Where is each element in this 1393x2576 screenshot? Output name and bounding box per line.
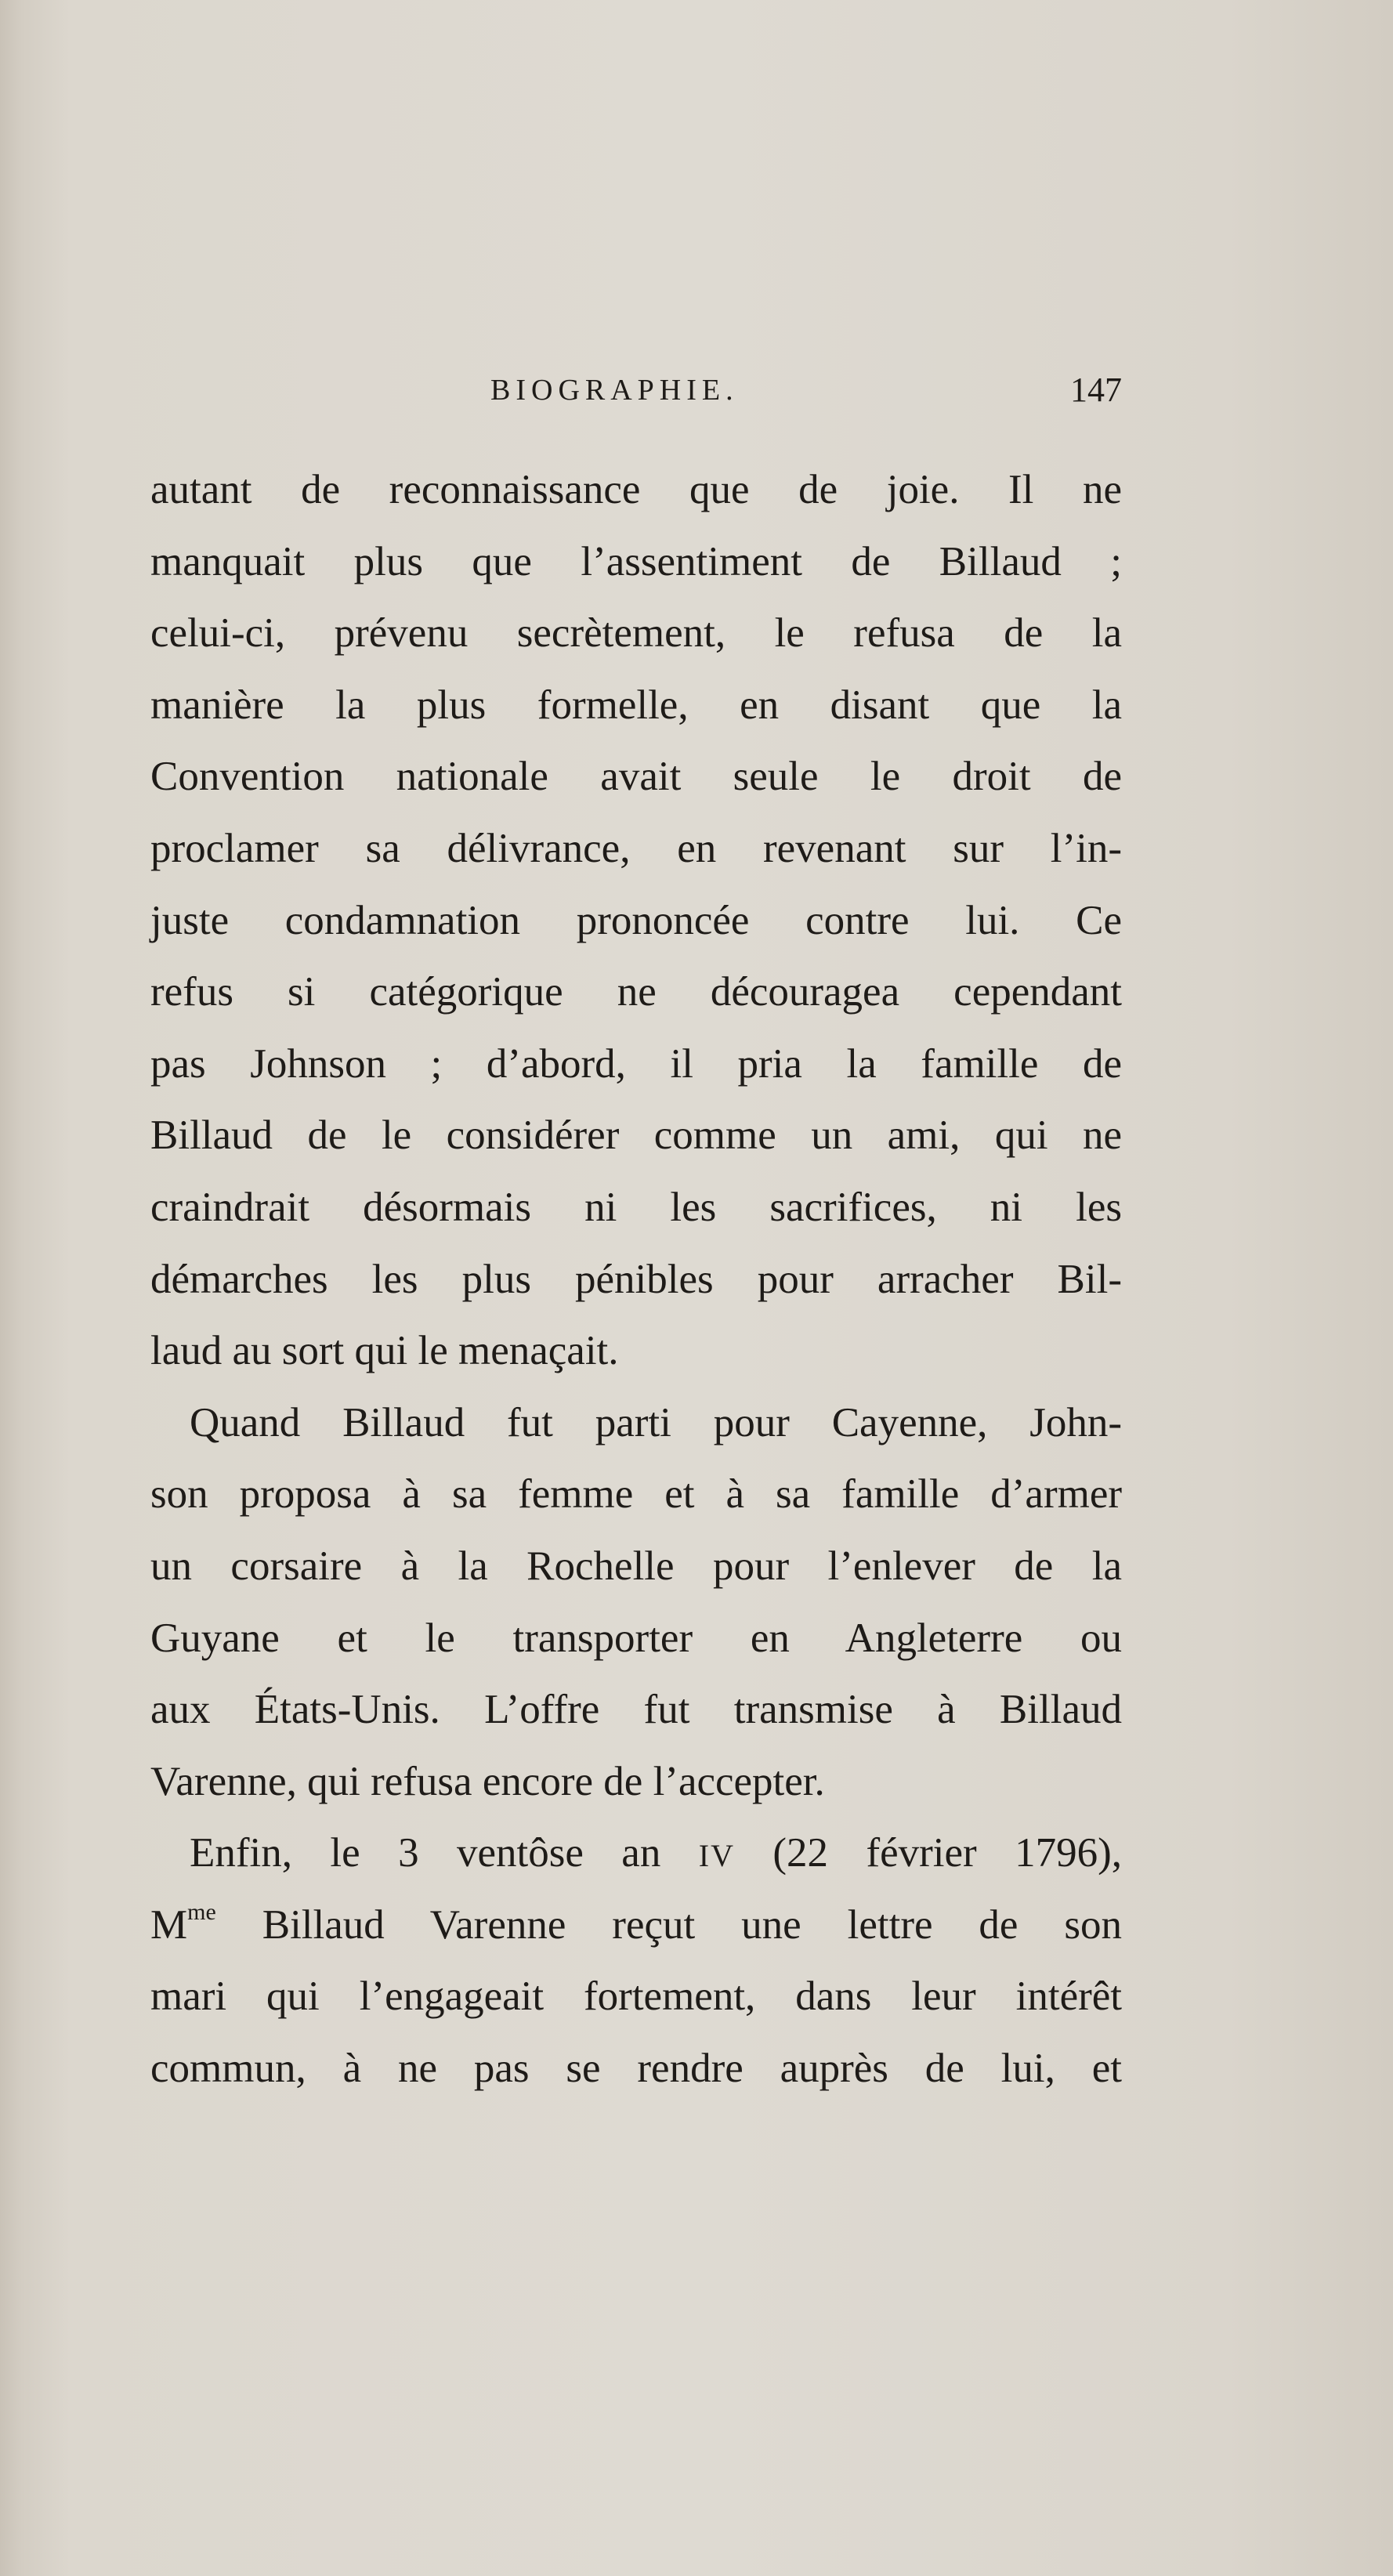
text-line: mari qui l’engageait fortement, dans leur intérêt <box>150 1974 1122 2020</box>
madame-abbreviation: M <box>150 1901 188 1948</box>
text-line: Guyane et le transporter en Angleterre ou <box>150 1615 1122 1661</box>
text-line: un corsaire à la Rochelle pour l’enlever de la <box>150 1543 1122 1589</box>
text-line: juste condamnation prononcée contre lui. Ce <box>150 897 1122 943</box>
text-line: démarches les plus pénibles pour arracher Bil- <box>150 1256 1122 1302</box>
roman-numeral: IV <box>698 1838 735 1874</box>
text-line: son proposa à sa femme et à sa famille d’armer <box>150 1471 1122 1518</box>
text-line: craindrait désormais ni les sacrifices, ni les <box>150 1184 1122 1230</box>
text-line: commun, à ne pas se rendre auprès de lui, et <box>150 2046 1122 2092</box>
text-line: Varenne, qui refusa encore de l’accepter. <box>150 1758 825 1804</box>
text-line: Quand Billaud fut parti pour Cayenne, John- <box>190 1399 1122 1445</box>
text-line: refus si catégorique ne découragea cependant <box>150 969 1122 1015</box>
text-line-segment: (22 février 1796), <box>772 1830 1123 1876</box>
text-line: manière la plus formelle, en disant que la <box>150 682 1122 728</box>
madame-superscript: me <box>187 1898 216 1925</box>
running-title: BIOGRAPHIE. <box>490 374 739 407</box>
text-line: celui-ci, prévenu secrètement, le refusa de la <box>150 610 1122 657</box>
page-header <box>150 367 1122 414</box>
text-line: proclamer sa délivrance, en revenant sur l’in- <box>150 825 1122 871</box>
text-line: manquait plus que l’assentiment de Billaud ; <box>150 538 1122 584</box>
text-line: Billaud de le considérer comme un ami, qui ne <box>150 1113 1122 1159</box>
text-line-date <box>150 1818 1122 1890</box>
text-line: autant de reconnaissance que de joie. Il ne <box>150 467 1122 512</box>
text-line: laud au sort qui le menaçait. <box>150 1328 619 1374</box>
text-line: Convention nationale avait seule le droit de <box>150 754 1122 800</box>
text-line-madame <box>150 1890 1122 1962</box>
text-line-segment: Billaud Varenne reçut une lettre de son <box>262 1901 1123 1948</box>
body-text <box>150 454 1122 2105</box>
page-number: 147 <box>1070 371 1122 409</box>
text-line-segment: Enfin, le 3 ventôse an <box>190 1830 661 1876</box>
text-line: pas Johnson ; d’abord, il pria la famille de <box>150 1040 1122 1087</box>
text-line: aux États-Unis. L’offre fut transmise à Billaud <box>150 1687 1122 1733</box>
